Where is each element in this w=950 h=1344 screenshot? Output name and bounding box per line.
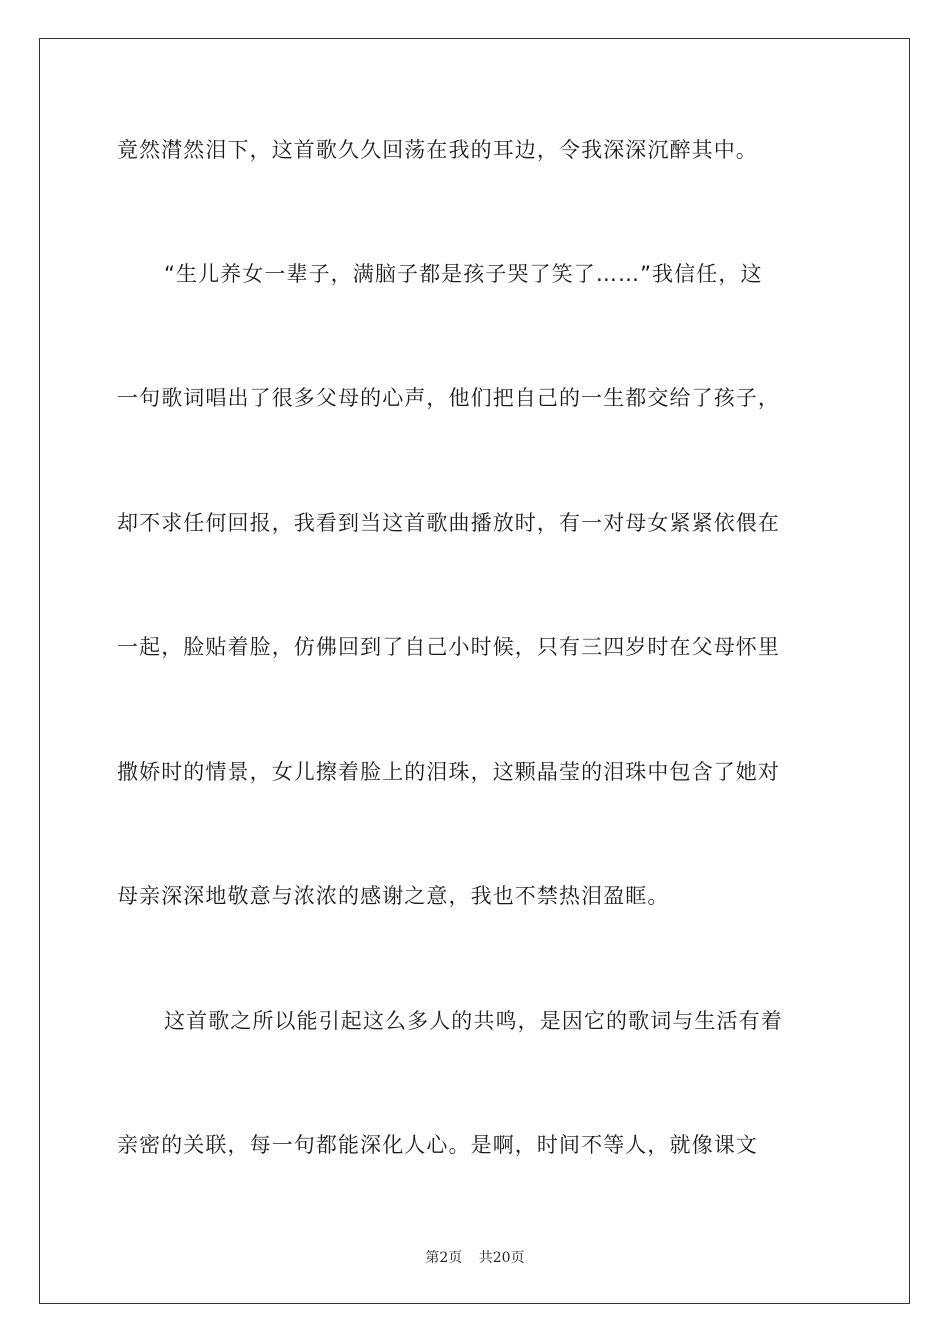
page-number: 第2页 [425, 1250, 463, 1266]
text-line: 亲密的关联，每一句都能深化人心。是啊，时间不等人，就像课文 [117, 1133, 758, 1157]
text-line: 一句歌词唱出了很多父母的心声，他们把自己的一生都交给了孩子， [117, 386, 780, 410]
text-line: 这首歌之所以能引起这么多人的共鸣，是因它的歌词与生活有着 [164, 1009, 783, 1033]
page-total: 共20页 [478, 1250, 525, 1266]
text-line: “生儿养女一辈子，满脑子都是孩子哭了笑了……”我信任，这 [164, 262, 763, 286]
text-line: 一起，脸贴着脸，仿佛回到了自己小时候，只有三四岁时在父母怀里 [117, 635, 780, 659]
text-line: 撒娇时的情景，女儿擦着脸上的泪珠，这颗晶莹的泪珠中包含了她对 [117, 760, 780, 784]
text-line: 母亲深深地敬意与浓浓的感谢之意，我也不禁热泪盈眶。 [117, 884, 670, 908]
text-line: 却不求任何回报，我看到当这首歌曲播放时，有一对母女紧紧依偎在 [117, 511, 780, 535]
page-border [39, 38, 910, 1304]
text-line: 竟然潸然泪下，这首歌久久回荡在我的耳边，令我深深沉醉其中。 [117, 138, 758, 162]
page-footer [0, 1247, 950, 1267]
